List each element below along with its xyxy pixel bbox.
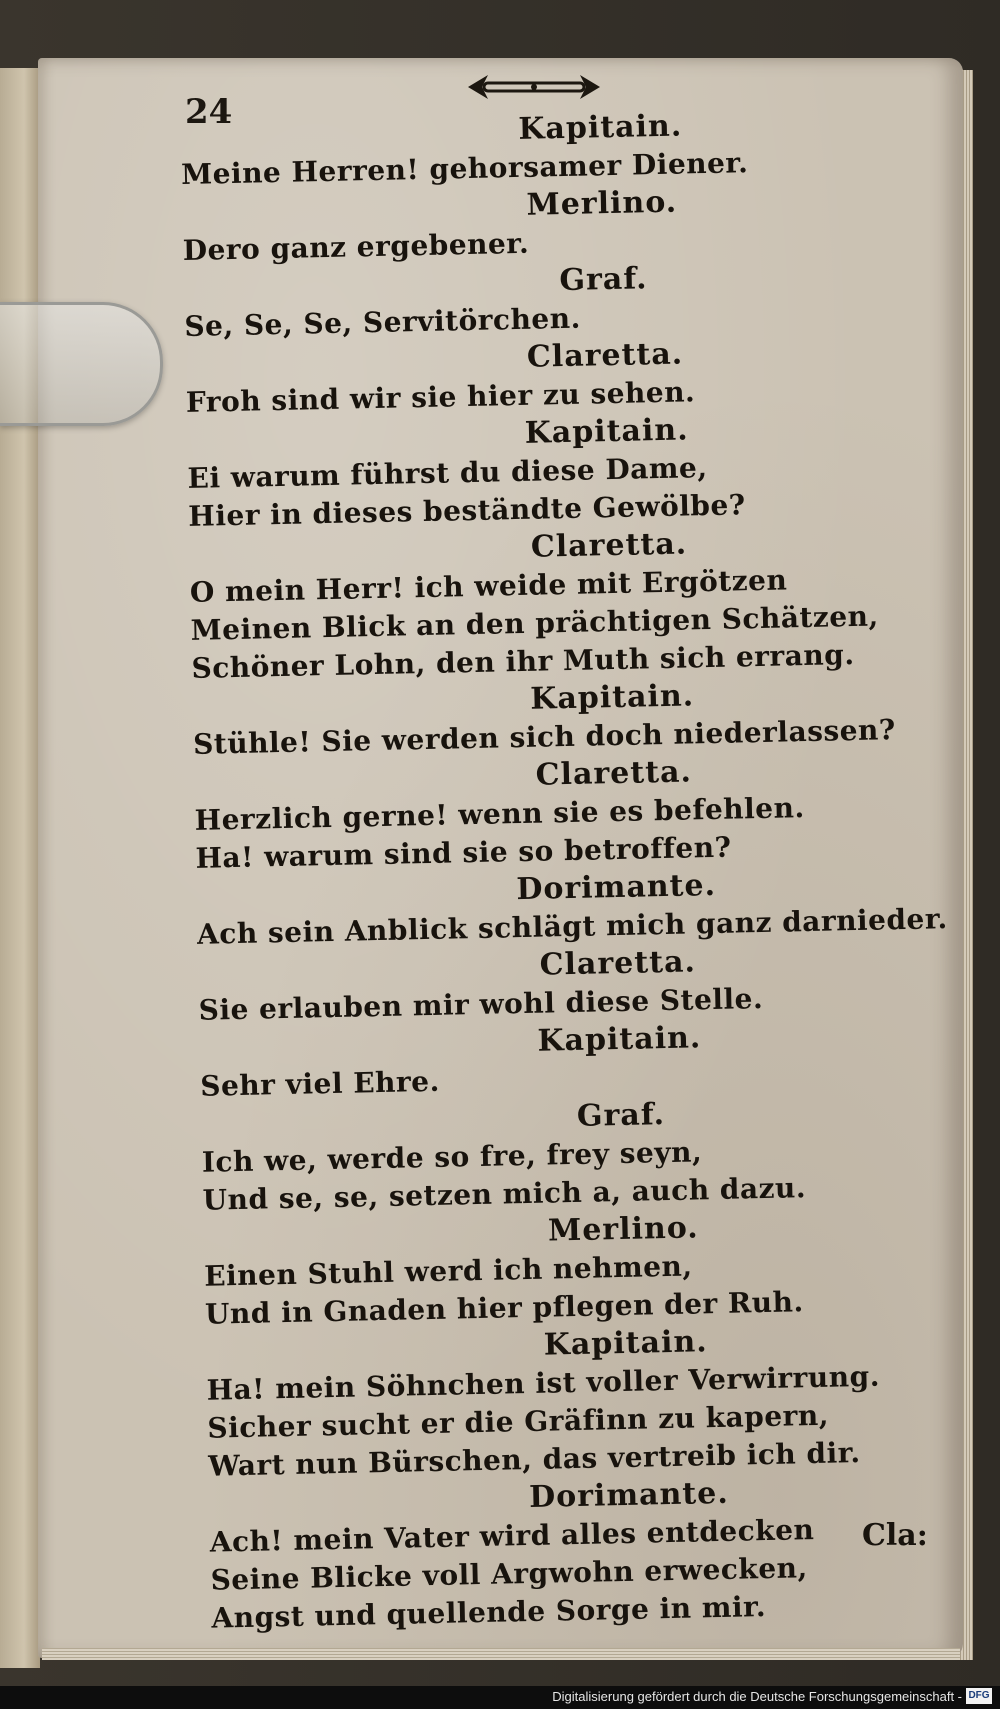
book-clip	[0, 302, 163, 426]
dialogue-line: Ich we, werde so fre, frey seyn,	[201, 1135, 703, 1179]
book-page-edges-bottom	[42, 1648, 960, 1660]
speaker-name: Dorimante.	[528, 1475, 730, 1515]
dialogue-line: Meinen Blick an den prächtigen Schätzen,	[190, 599, 880, 647]
dialogue-line: Se, Se, Se, Servitörchen.	[184, 301, 582, 343]
page-number: 24	[185, 92, 233, 132]
speaker-name: Kapitain.	[529, 678, 695, 717]
dialogue-line: Und in Gnaden hier pflegen der Ruh.	[204, 1285, 805, 1331]
speaker-name: Graf.	[559, 261, 648, 299]
catchword: Cla:	[862, 1518, 928, 1553]
dialogue-line: Ha! mein Söhnchen ist voller Verwirrung.	[206, 1359, 881, 1407]
speaker-name: Kapitain.	[518, 108, 683, 147]
dialogue-line: Angst und quellende Sorge in mir.	[211, 1590, 767, 1635]
dialogue-line: Meine Herren! gehorsamer Diener.	[180, 146, 749, 191]
dialogue-line: Dero ganz ergebener.	[182, 226, 530, 267]
dialogue-line: Einen Stuhl werd ich nehmen,	[203, 1249, 693, 1293]
speaker-name: Kapitain.	[524, 412, 689, 451]
dialogue-line: Stühle! Sie werden sich doch niederlassen?	[192, 713, 897, 761]
dialogue-line: O mein Herr! ich weide mit Ergötzen	[189, 563, 788, 609]
funding-credit: Digitalisierung gefördert durch die Deutsche Forschungsgemeinschaft -	[552, 1689, 962, 1704]
speaker-name: Merlino.	[547, 1210, 700, 1249]
speaker-name: Kapitain.	[543, 1324, 709, 1363]
dialogue-line: Ei warum führst du diese Dame,	[187, 451, 708, 495]
ornament-divider-icon	[460, 70, 608, 104]
dialogue-line: Und se, se, setzen mich a, auch dazu.	[202, 1171, 807, 1217]
dialogue-line: Ach! mein Vater wird alles entdecken	[209, 1513, 815, 1559]
speaker-name: Claretta.	[535, 754, 693, 793]
speaker-name: Claretta.	[539, 944, 697, 983]
dialogue-line: Sicher sucht er die Gräfinn zu kapern,	[207, 1398, 830, 1445]
dialogue-line: Sehr viel Ehre.	[199, 1064, 441, 1103]
dialogue-line: Herzlich gerne! wenn sie es befehlen.	[194, 791, 805, 837]
dfg-logo: DFG	[966, 1688, 992, 1704]
speaker-name: Claretta.	[526, 336, 684, 375]
speaker-name: Graf.	[576, 1097, 666, 1134]
dialogue-line: Seine Blicke voll Argwohn erwecken,	[210, 1551, 809, 1597]
dialogue-line: Ach sein Anblick schlägt mich ganz darnieder.	[196, 902, 949, 951]
speaker-name: Merlino.	[526, 184, 678, 223]
dialogue-line: Ha! warum sind sie so betroffen?	[195, 830, 732, 875]
dialogue-line: Wart nun Bürschen, das vertreib ich dir.	[207, 1436, 861, 1483]
dialogue-line: Hier in dieses beständte Gewölbe?	[188, 488, 746, 533]
dialogue-line: Schöner Lohn, den ihr Muth sich errang.	[191, 637, 855, 685]
dialogue-line: Sie erlauben mir wohl diese Stelle.	[198, 981, 764, 1027]
speaker-name: Kapitain.	[537, 1020, 702, 1059]
dialogue-line: Froh sind wir sie hier zu sehen.	[185, 375, 696, 419]
speaker-name: Claretta.	[530, 526, 688, 565]
speaker-name: Dorimante.	[516, 867, 717, 908]
play-text	[180, 103, 949, 1637]
